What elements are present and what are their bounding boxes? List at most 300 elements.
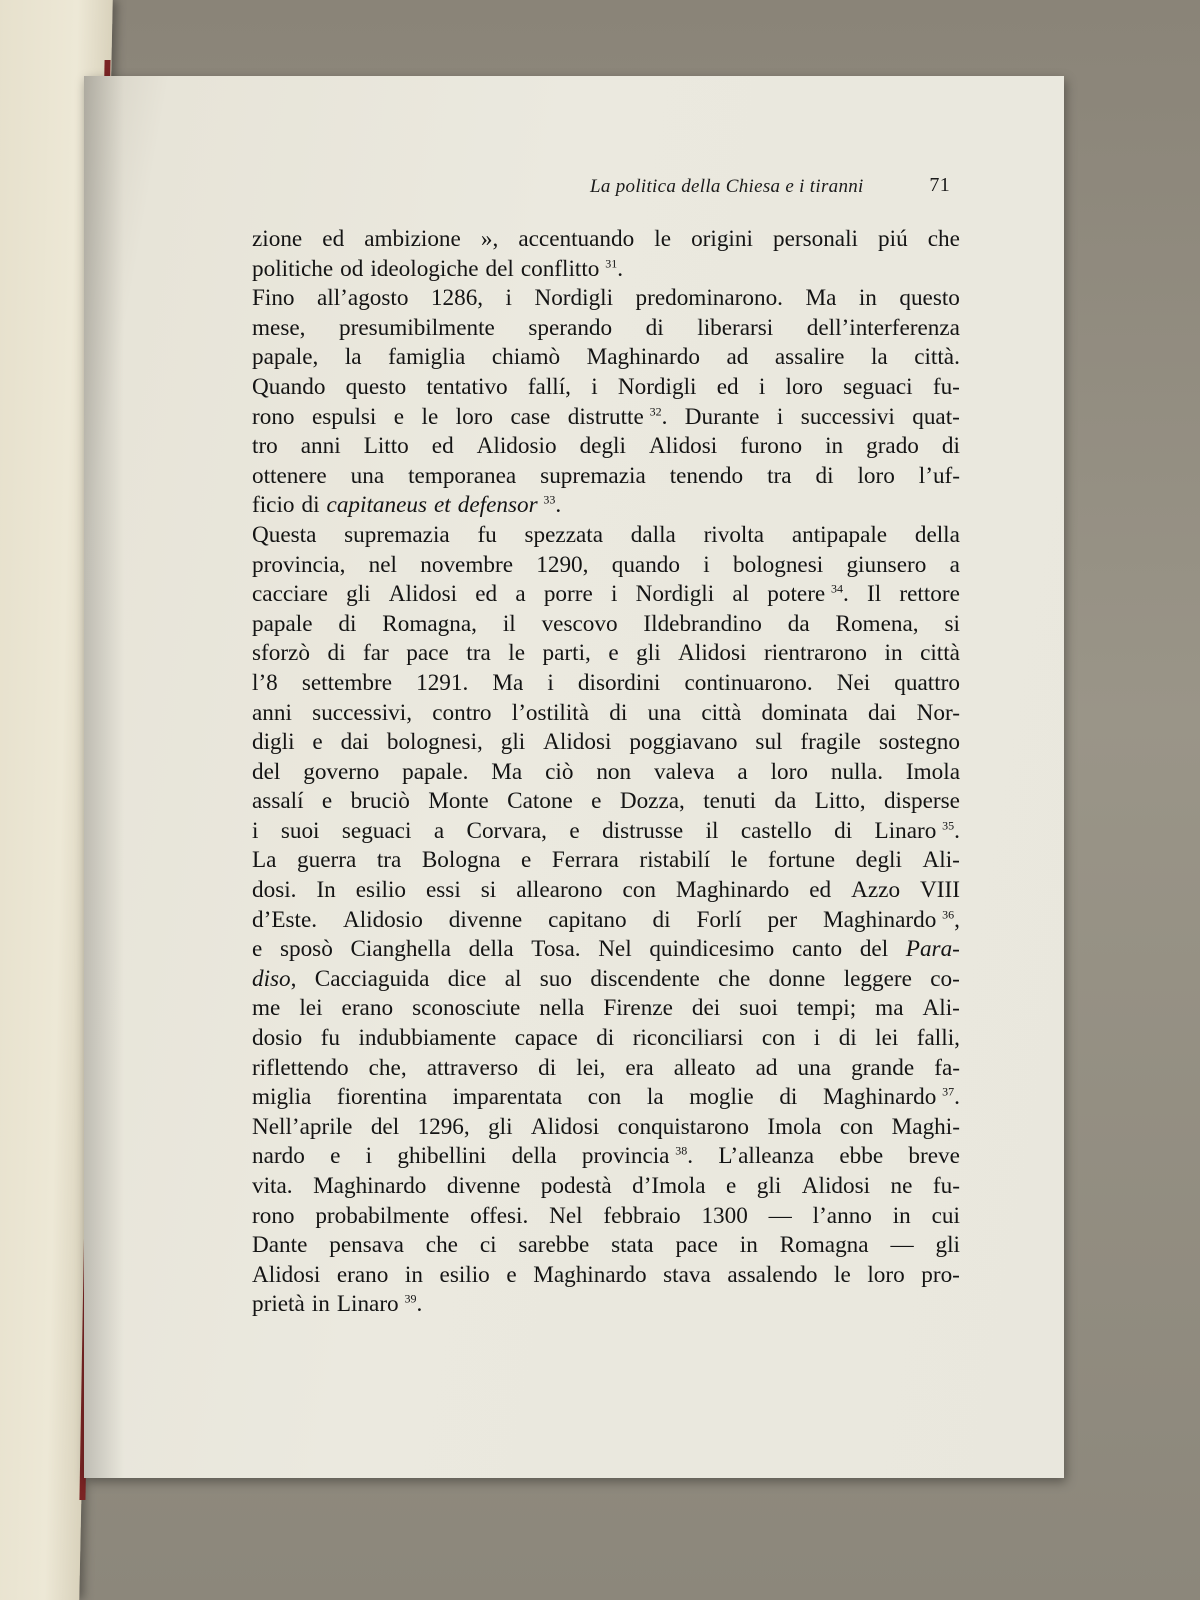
- word: [412, 994, 520, 1024]
- word: [590, 965, 699, 995]
- text-line: [252, 994, 960, 1024]
- word: [382, 610, 477, 640]
- word: [422, 403, 439, 433]
- word: [428, 787, 489, 817]
- word: [780, 1231, 869, 1261]
- italic-text: defensor: [457, 492, 538, 519]
- word: [543, 728, 611, 758]
- word-text: —: [890, 1232, 914, 1259]
- word: [920, 876, 960, 906]
- word-text: spezzata: [524, 521, 604, 548]
- word: [807, 314, 960, 344]
- word: [469, 935, 514, 965]
- word-text: dominata: [761, 699, 848, 726]
- word-text: i: [776, 403, 784, 430]
- word: [717, 373, 739, 403]
- word: [639, 846, 710, 876]
- word: [338, 610, 356, 640]
- word-text: ideologiche: [370, 255, 479, 282]
- word-text: supremazia: [344, 521, 450, 548]
- word-text: disperse: [883, 788, 960, 815]
- word-text: successivi: [800, 403, 895, 430]
- word: [501, 728, 525, 758]
- word: [505, 965, 522, 995]
- word: [252, 758, 280, 788]
- word-text: e: [520, 847, 532, 874]
- word-text: digli: [252, 729, 295, 756]
- word-text: degli: [855, 847, 902, 874]
- word-text: breve: [908, 1143, 960, 1170]
- footnote-marker: 38: [675, 1144, 688, 1159]
- word: [921, 1261, 960, 1291]
- word-text: Corvara,: [466, 817, 547, 844]
- word-text: me: [252, 995, 281, 1022]
- word-text: tempi;: [796, 995, 857, 1022]
- word-text: ma: [875, 995, 904, 1022]
- word-text: supremazia: [540, 462, 646, 489]
- word-text: Dante: [252, 1232, 308, 1259]
- word-text: leggere: [843, 965, 912, 992]
- word-text: assalendo: [727, 1261, 818, 1288]
- word-text: ristabilí: [639, 847, 711, 874]
- word: [346, 373, 407, 403]
- gutter-shadow: [84, 76, 124, 1478]
- word: [467, 817, 547, 847]
- word: [762, 1024, 795, 1054]
- word-text: cui: [931, 1202, 960, 1229]
- word: [329, 1231, 404, 1261]
- footnote-marker: 37: [942, 1084, 955, 1099]
- word-text: e: [321, 788, 333, 815]
- word: [521, 846, 531, 876]
- word-text: dell’interferenza: [806, 314, 960, 341]
- word-text: Alidosi: [678, 640, 747, 667]
- word-text: bolognesi,: [386, 729, 483, 756]
- text-line: [252, 462, 960, 492]
- word-text: che: [927, 226, 960, 252]
- word: [636, 580, 715, 610]
- word: [764, 639, 867, 669]
- word: [388, 343, 465, 373]
- word: [364, 225, 461, 255]
- word: [302, 491, 320, 521]
- word-text: Durante: [684, 403, 760, 430]
- word: [591, 787, 601, 817]
- text-line: [252, 403, 960, 433]
- word: [252, 639, 310, 669]
- word-text: d’Este.: [252, 906, 318, 933]
- word: [643, 610, 761, 640]
- word: [516, 876, 602, 906]
- word-text: all’agosto: [317, 285, 409, 312]
- word-text: sostegno: [878, 729, 960, 756]
- word-text: erano: [336, 1261, 389, 1288]
- word-text: grado: [866, 433, 919, 460]
- word-text: Dozza,: [619, 788, 685, 815]
- word: [622, 876, 655, 906]
- word: [370, 255, 478, 285]
- word-text: Nordigli: [617, 373, 697, 400]
- word-text: conflitto: [520, 255, 600, 282]
- word-text: dosio: [252, 1025, 303, 1052]
- word-text: loro: [867, 1261, 905, 1288]
- word-text: in: [311, 1291, 330, 1318]
- italic-text: diso: [252, 965, 291, 992]
- word-text: tro: [252, 433, 278, 460]
- word: [538, 1054, 556, 1084]
- word-text: suo: [539, 965, 572, 992]
- word: [477, 432, 557, 462]
- word: [618, 1113, 749, 1143]
- word: [670, 462, 743, 492]
- word: [363, 639, 389, 669]
- word-text: divenne: [446, 1173, 521, 1199]
- word-text: erano: [341, 995, 394, 1022]
- punctuation: .: [687, 1143, 694, 1170]
- word-text: Ma: [805, 285, 837, 312]
- word-text: con: [761, 1025, 796, 1052]
- punctuation: .: [617, 255, 623, 282]
- word: [312, 403, 376, 433]
- word-text: Bologna: [421, 847, 501, 874]
- word: [674, 1054, 736, 1084]
- word-text: papale,: [252, 344, 319, 371]
- word: [726, 343, 748, 373]
- word-text: fortune: [768, 847, 836, 874]
- word-text: divenne: [448, 906, 523, 933]
- word: [733, 551, 823, 581]
- word: [552, 846, 619, 876]
- word-text: rono: [252, 1202, 295, 1229]
- word-text: dalla: [630, 521, 676, 548]
- word-text: che: [425, 1232, 458, 1259]
- word-text: papale.: [402, 758, 469, 785]
- word: [823, 1083, 960, 1113]
- text-line: [252, 728, 960, 758]
- word: [837, 669, 870, 699]
- word: [815, 787, 866, 817]
- word: [315, 965, 430, 995]
- italic-text: capitaneus: [326, 492, 428, 519]
- word: [906, 935, 960, 965]
- footnote-marker: 39: [404, 1291, 417, 1306]
- word-text: sul: [755, 729, 783, 756]
- word-text: il: [502, 610, 516, 637]
- word-text: rivolta: [703, 521, 765, 548]
- word-text: far: [363, 640, 389, 667]
- word: [912, 403, 960, 433]
- word: [397, 1142, 486, 1172]
- word: [598, 935, 631, 965]
- text-line: [252, 965, 960, 995]
- word: [840, 1113, 873, 1143]
- word-text: in: [739, 1232, 758, 1259]
- word: [518, 1231, 589, 1261]
- text-line: [252, 225, 960, 255]
- word-text: Nordigli: [534, 285, 614, 312]
- word-text: Litto: [363, 433, 409, 460]
- word-text: Nor-: [916, 699, 960, 726]
- word-text: Imola: [767, 1113, 822, 1140]
- word-text: nella: [539, 995, 585, 1022]
- word-text: miglia: [252, 1084, 312, 1111]
- word-text: pace: [675, 1232, 718, 1259]
- word: [528, 314, 612, 344]
- word-text: ebbe: [839, 1143, 884, 1170]
- word-text: ficio: [252, 492, 295, 519]
- word: [512, 699, 589, 729]
- word: [542, 610, 618, 640]
- word-text: chiamò: [491, 344, 561, 371]
- word: [802, 1172, 870, 1202]
- word: [315, 1202, 449, 1232]
- word: [587, 343, 700, 373]
- word-text: ed: [809, 877, 832, 904]
- word-text: accentuando: [518, 226, 635, 252]
- word-text: podestà: [540, 1173, 612, 1199]
- word: [303, 758, 379, 788]
- word-text: nardo: [252, 1143, 305, 1170]
- word: [548, 906, 627, 936]
- word-text: fu: [477, 521, 497, 548]
- word: [528, 373, 571, 403]
- word: [252, 314, 305, 344]
- word: [866, 432, 919, 462]
- word-text: in: [884, 640, 903, 667]
- word-text: e: [591, 788, 602, 815]
- word-text: probabilmente: [315, 1202, 450, 1229]
- word-text: mese,: [252, 314, 306, 341]
- word-text: del: [859, 936, 889, 963]
- word-text: stava: [663, 1261, 711, 1288]
- word-text: 1300: [701, 1202, 748, 1229]
- word: [364, 432, 409, 462]
- word-text: Maghinardo: [823, 906, 937, 933]
- word-text: capitano: [548, 906, 627, 933]
- word: [767, 462, 791, 492]
- word: [875, 1024, 898, 1054]
- word: [797, 994, 856, 1024]
- word-text: fiorentina: [336, 1084, 428, 1111]
- word-text: case: [510, 403, 551, 430]
- word: [252, 699, 292, 729]
- word: [843, 373, 913, 403]
- word-text: del: [485, 255, 514, 282]
- word-text: Ma: [492, 669, 524, 696]
- word-text: e: [252, 936, 263, 963]
- word-text: 1290,: [536, 551, 589, 578]
- text-line: [252, 314, 960, 344]
- word-text: in: [404, 1261, 423, 1288]
- word-text: al: [732, 581, 750, 608]
- word: [646, 314, 664, 344]
- word-text: i: [758, 373, 766, 400]
- word: [488, 1113, 512, 1143]
- word: [857, 462, 894, 492]
- word: [588, 1083, 621, 1113]
- word: [449, 906, 522, 936]
- word-text: ed: [431, 433, 454, 460]
- word: [447, 1172, 520, 1202]
- word: [786, 373, 823, 403]
- word-text: pensava: [329, 1232, 404, 1259]
- word-text: le: [654, 226, 671, 252]
- word: [914, 343, 960, 373]
- word: [675, 1231, 717, 1261]
- text-line: [252, 610, 960, 640]
- word-text: i: [252, 817, 259, 844]
- word-text: Quando: [252, 373, 326, 400]
- word-text: Alidosi: [252, 1261, 321, 1288]
- word: [252, 728, 295, 758]
- word: [629, 728, 737, 758]
- word: [358, 1024, 496, 1054]
- word: [809, 876, 831, 906]
- word: [281, 817, 320, 847]
- word: [252, 846, 276, 876]
- punctuation: .: [661, 403, 668, 430]
- word-text: riconciliarsi: [632, 1025, 744, 1052]
- word: [252, 935, 262, 965]
- word: [340, 255, 363, 285]
- word-text: Alidosi: [648, 433, 718, 460]
- word: [932, 1202, 960, 1232]
- text-line: [252, 669, 960, 699]
- word-text: con: [622, 877, 656, 904]
- word-text: i: [547, 669, 554, 696]
- word: [568, 403, 668, 433]
- word: [868, 699, 896, 729]
- word: [631, 521, 676, 551]
- word: [322, 787, 332, 817]
- word: [312, 699, 412, 729]
- word-text: Alidosi: [530, 1113, 600, 1140]
- word: [387, 728, 483, 758]
- word-text: le: [508, 640, 526, 667]
- word: [252, 965, 296, 995]
- word: [518, 225, 634, 255]
- word-text: provincia: [581, 1143, 670, 1170]
- word-text: Fino: [252, 285, 295, 312]
- word-text: Romagna,: [382, 610, 477, 637]
- word: [757, 1172, 781, 1202]
- word: [252, 462, 327, 492]
- word-text: e: [506, 1261, 517, 1288]
- word-text: loro: [857, 462, 895, 489]
- word-text: Ali-: [922, 847, 960, 874]
- word-text: tenendo: [669, 462, 744, 489]
- word: [879, 728, 960, 758]
- word-text: novembre: [420, 551, 513, 578]
- footnote-marker: 31: [605, 256, 618, 271]
- word-text: da: [787, 610, 810, 637]
- page-number: 71: [929, 174, 950, 196]
- footnote-marker: 36: [942, 907, 955, 922]
- word: [737, 758, 747, 788]
- word: [653, 906, 671, 936]
- word-text: origini: [691, 226, 753, 252]
- word-text: essi: [425, 877, 461, 904]
- word: [894, 669, 960, 699]
- text-line: [252, 1083, 960, 1113]
- word-text: guerra: [297, 847, 357, 874]
- word-text: Ma: [491, 758, 523, 785]
- word: [515, 1024, 578, 1054]
- text-line: [252, 639, 960, 669]
- word-text: ad: [755, 1054, 778, 1081]
- word-text: nel: [368, 551, 397, 578]
- word: [930, 965, 960, 995]
- word: [434, 491, 451, 521]
- word: [539, 994, 584, 1024]
- word: [755, 728, 782, 758]
- word-text: Maghinardo: [586, 344, 700, 371]
- word-text: i: [610, 581, 618, 608]
- word: [859, 284, 877, 314]
- word: [885, 639, 903, 669]
- word: [654, 758, 715, 788]
- word-text: settembre: [301, 669, 392, 696]
- word-text: 1291.: [416, 669, 469, 696]
- word: [851, 876, 900, 906]
- word-text: le: [834, 1261, 851, 1288]
- word-text: non: [596, 758, 632, 785]
- word-text: gli: [346, 581, 371, 608]
- word: [371, 1113, 399, 1143]
- word-text: bolognesi: [733, 551, 824, 578]
- italic-text: et: [434, 492, 451, 519]
- word-text: il: [705, 817, 719, 844]
- word-text: che,: [368, 1054, 407, 1081]
- word-text: prietà: [252, 1291, 305, 1318]
- word: [648, 699, 681, 729]
- word-text: in: [858, 285, 877, 312]
- word: [458, 491, 561, 521]
- word: [871, 343, 888, 373]
- word-text: riflettendo: [252, 1054, 349, 1081]
- word-text: In: [316, 877, 336, 904]
- word-text: gli: [500, 729, 526, 756]
- word: [252, 1172, 293, 1202]
- word: [252, 994, 280, 1024]
- word-text: Catone: [507, 788, 573, 815]
- italic-text: Para-: [905, 936, 960, 963]
- word-text: Litto,: [814, 788, 866, 815]
- word: [480, 1231, 497, 1261]
- word-text: La: [252, 847, 277, 874]
- word: [477, 521, 496, 551]
- word-text: giunsero: [846, 551, 927, 578]
- word-text: degli: [579, 433, 626, 460]
- word-text: indubbiamente: [358, 1025, 497, 1052]
- word: [420, 551, 513, 581]
- word: [521, 255, 623, 285]
- word-text: ottenere: [252, 462, 327, 489]
- word-text: a: [949, 551, 960, 578]
- punctuation: .: [555, 492, 562, 519]
- word: [801, 403, 895, 433]
- word-text: l’8: [252, 669, 278, 696]
- word-text: capace: [514, 1025, 578, 1052]
- word-text: Nei: [836, 669, 871, 696]
- word: [731, 846, 748, 876]
- word-text: potere: [767, 581, 826, 608]
- word-text: che: [718, 965, 751, 992]
- word: [944, 610, 959, 640]
- word-text: Maghinardo: [533, 1261, 647, 1288]
- word-text: Nell’aprile: [252, 1113, 353, 1140]
- word-text: tentativo: [426, 373, 508, 400]
